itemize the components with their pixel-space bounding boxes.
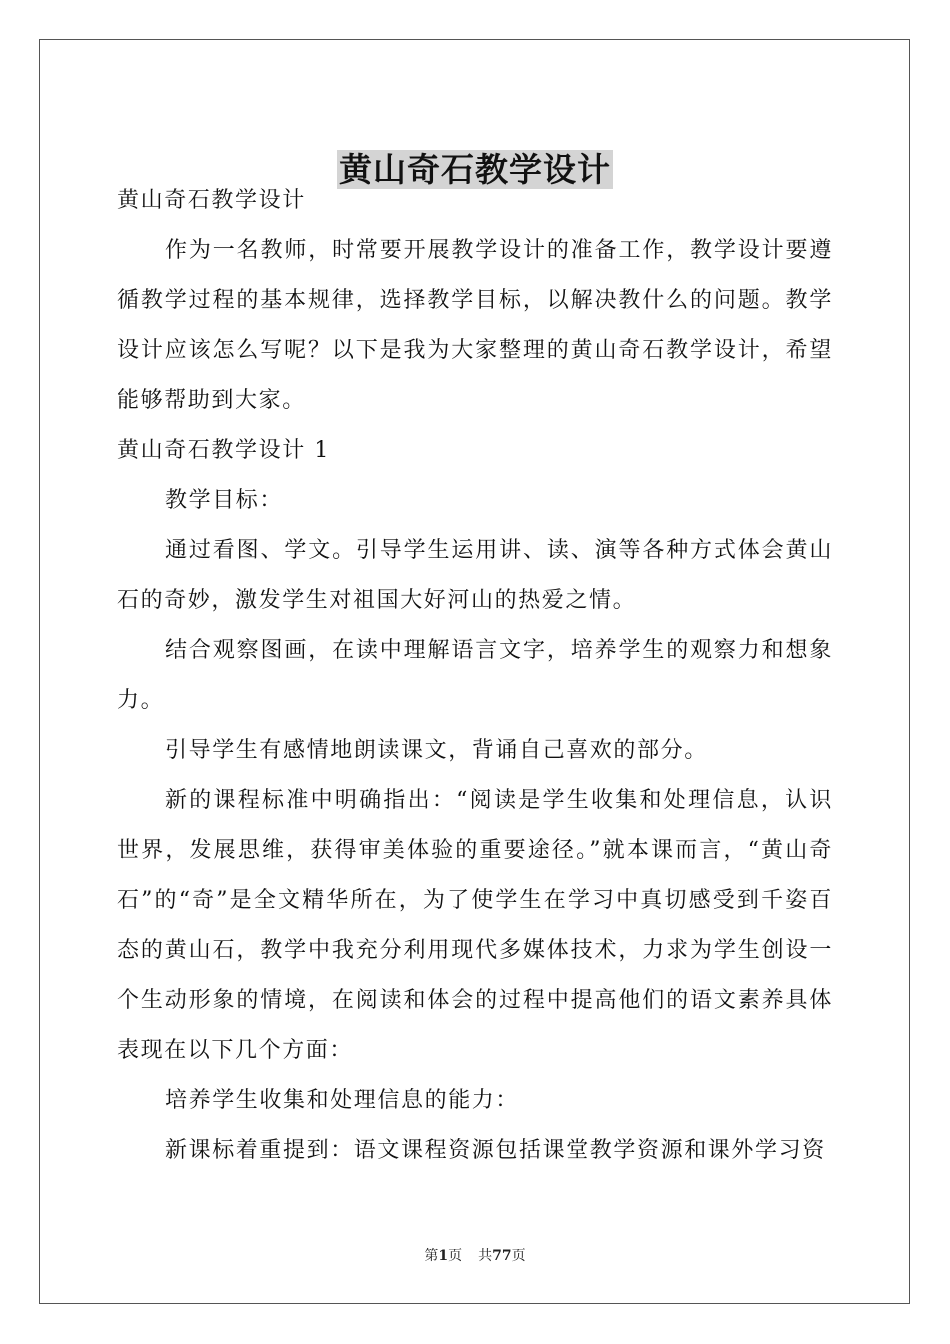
page-footer: [0, 1246, 950, 1266]
intro-paragraph: 作为一名教师，时常要开展教学设计的准备工作，教学设计要遵循教学过程的基本规律，选择教学目标，以解决教什么的问题。教学设计应该怎么写呢？以下是我为大家整理的黄山奇石教学设计，希望能够帮助到大家。: [117, 238, 833, 413]
total-suffix: 页: [511, 1248, 526, 1264]
document-title-text: 黄山奇石教学设计: [339, 150, 611, 190]
objective-paragraph-1: 通过看图、学文。引导学生运用讲、读、演等各种方式体会黄山石的奇妙，激发学生对祖国大好河山的热爱之情。: [117, 538, 833, 613]
objective-paragraph-3: 引导学生有感情地朗读课文，背诵自己喜欢的部分。: [165, 738, 708, 763]
document-body: [117, 176, 833, 1176]
total-prefix: 共: [478, 1248, 493, 1264]
objective-paragraph-2: 结合观察图画，在读中理解语言文字，培养学生的观察力和想象力。: [117, 638, 833, 713]
page-suffix: 页: [448, 1248, 463, 1264]
page-prefix: 第: [424, 1248, 439, 1264]
page-number: 1: [438, 1248, 449, 1264]
resources-paragraph: 新课标着重提到：语文课程资源包括课堂教学资源和课外学习资: [165, 1138, 826, 1163]
total-pages: 77: [492, 1248, 512, 1264]
section-heading-1: 黄山奇石教学设计 1: [117, 438, 330, 463]
curriculum-paragraph: 新的课程标准中明确指出：“阅读是学生收集和处理信息，认识世界，发展思维，获得审美体验的重要途径。”就本课而言，“黄山奇石”的“奇”是全文精华所在，为了使学生在学习中真切感受到千姿百态的黄山石，教学中我充分利用现代多媒体技术，力求为学生创设一个生动形象的情境，在阅读和体会的过程中提高他们的语文素养具体表现在以下几个方面：: [117, 788, 833, 1063]
ability-heading: 培养学生收集和处理信息的能力：: [165, 1088, 520, 1113]
subtitle-paragraph: 黄山奇石教学设计: [117, 188, 306, 213]
objectives-heading: 教学目标：: [165, 488, 284, 513]
